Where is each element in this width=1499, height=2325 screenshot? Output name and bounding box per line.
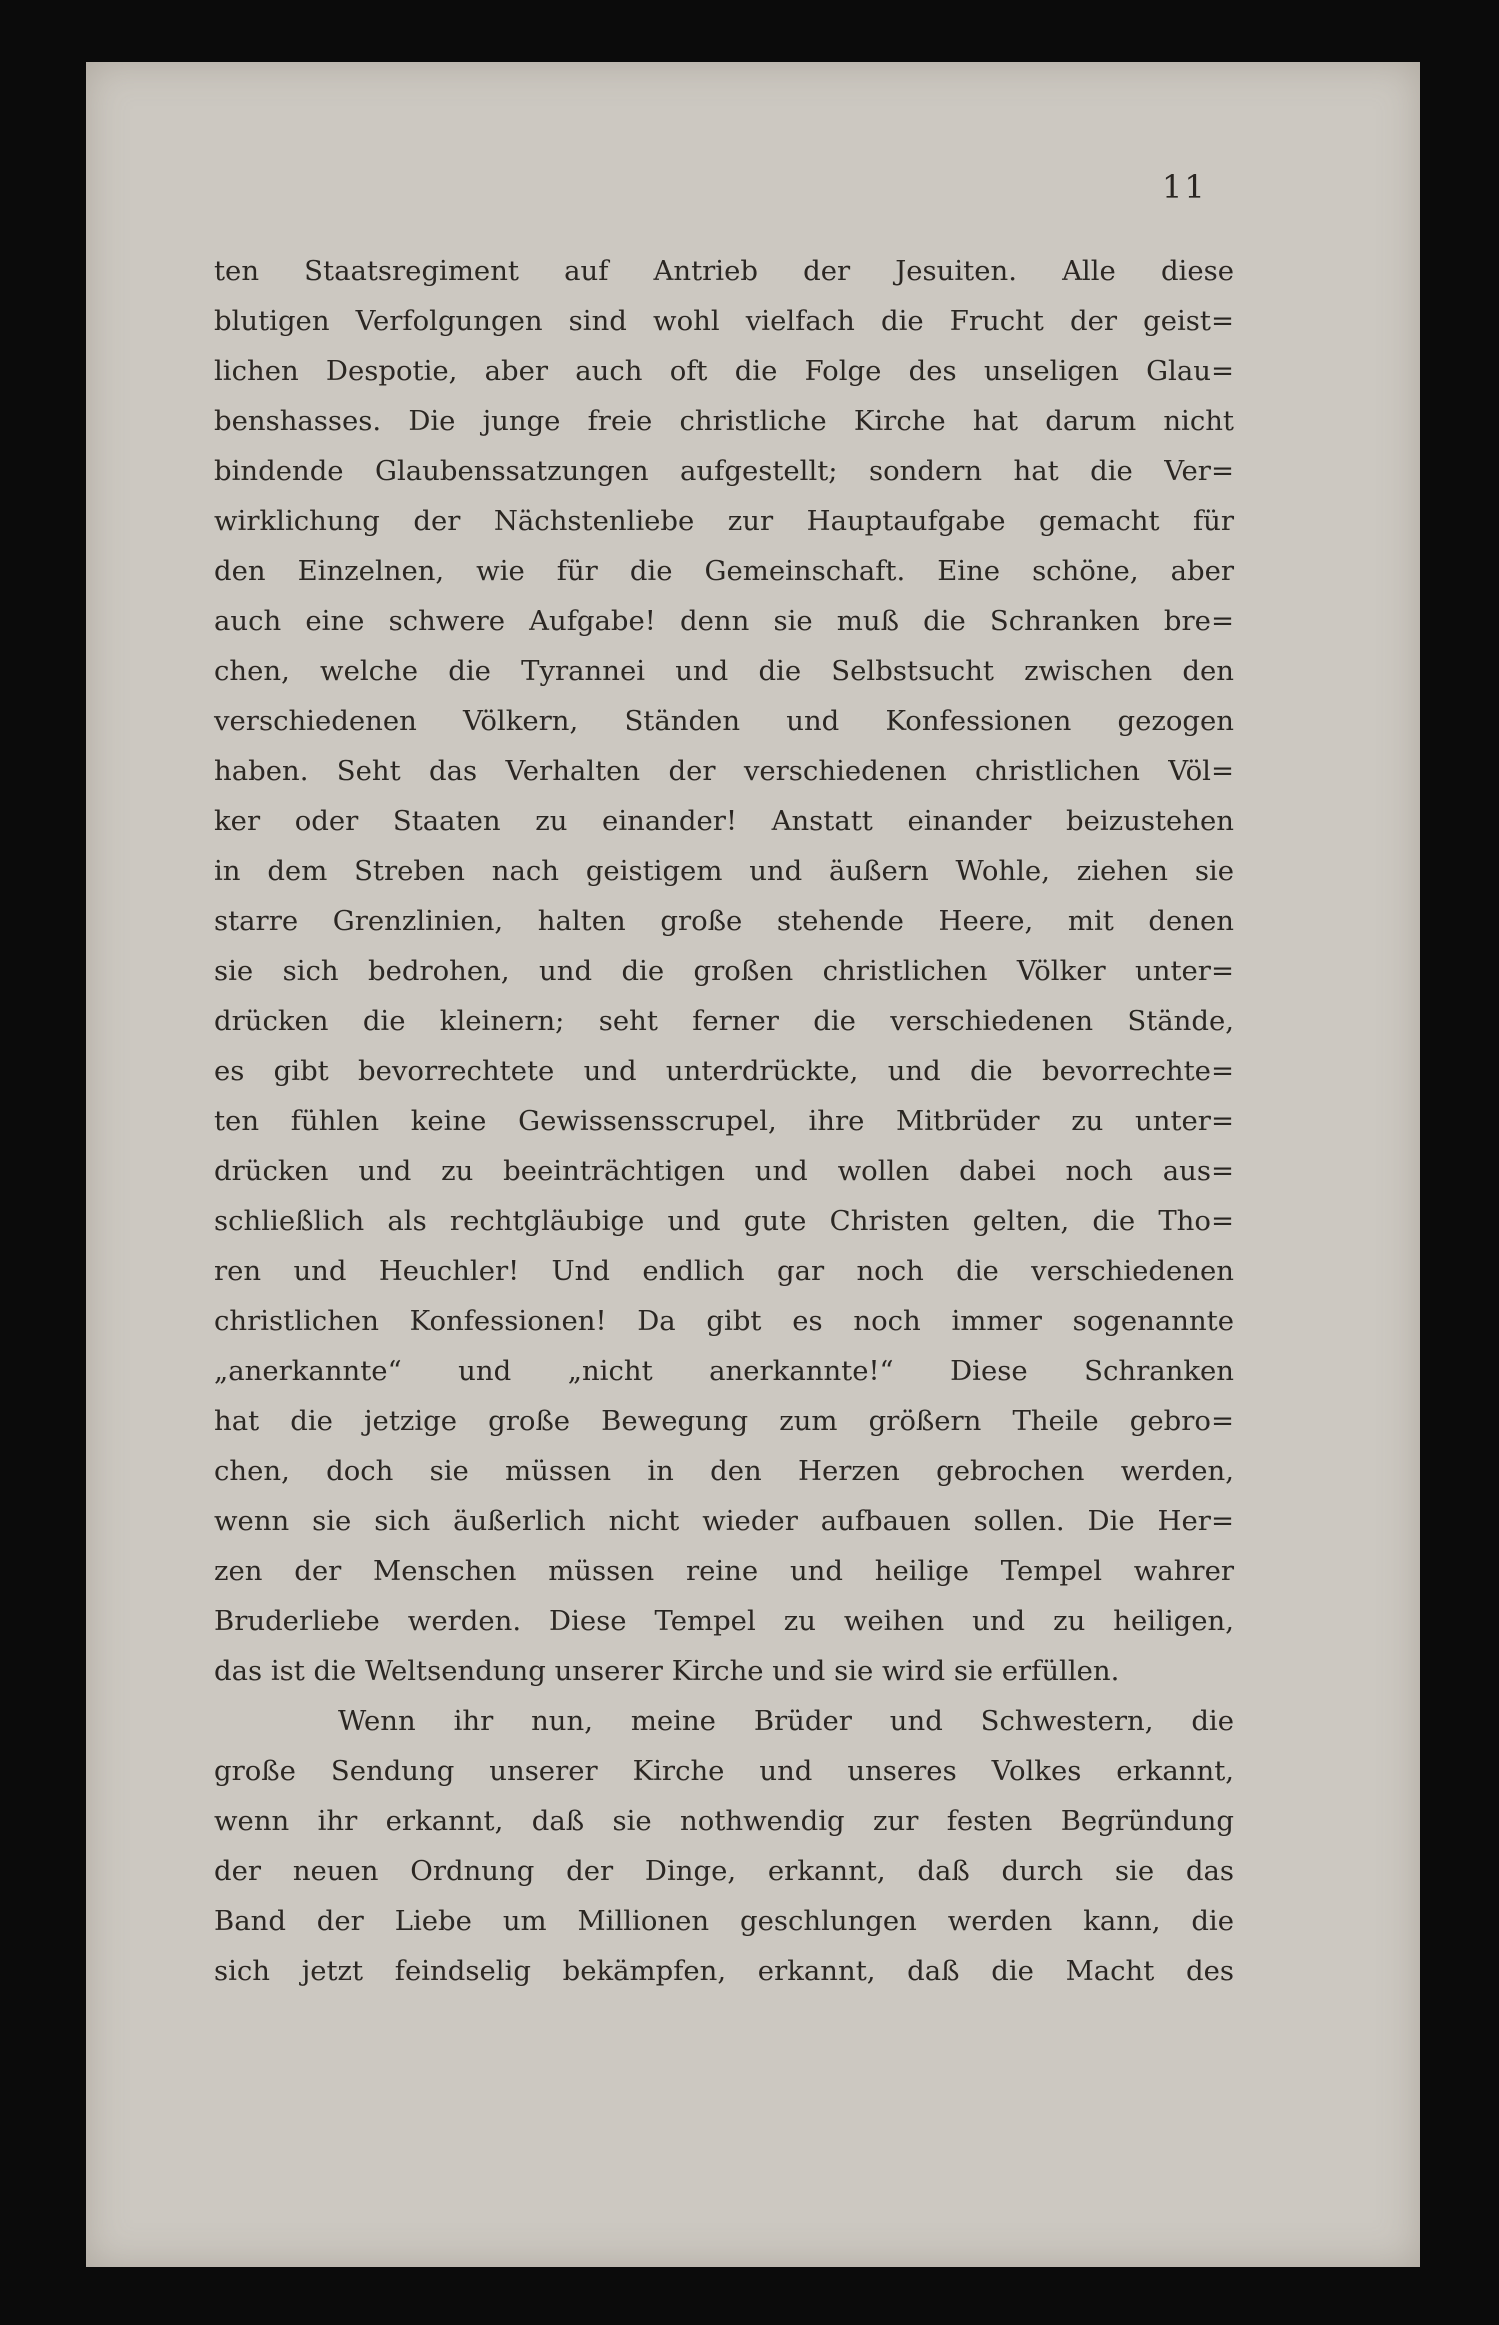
text-line: wenn sie sich äußerlich nicht wieder aufbauen sollen. Die Her=	[214, 1505, 1234, 1537]
text-line: in dem Streben nach geistigem und äußern Wohle, ziehen sie	[214, 855, 1234, 887]
text-line: schließlich als rechtgläubige und gute Christen gelten, die Tho=	[214, 1205, 1234, 1237]
text-line: chen, doch sie müssen in den Herzen gebrochen werden,	[214, 1455, 1234, 1487]
page-number: 11	[1162, 168, 1207, 206]
text-line: Band der Liebe um Millionen geschlungen werden kann, die	[214, 1905, 1234, 1937]
text-line: hat die jetzige große Bewegung zum größern Theile gebro=	[214, 1405, 1234, 1437]
text-line: der neuen Ordnung der Dinge, erkannt, daß durch sie das	[214, 1855, 1234, 1887]
text-line: bindende Glaubenssatzungen aufgestellt; sondern hat die Ver=	[214, 455, 1234, 487]
text-line: verschiedenen Völkern, Ständen und Konfessionen gezogen	[214, 705, 1234, 737]
text-line: große Sendung unserer Kirche und unseres Volkes erkannt,	[214, 1755, 1234, 1787]
body-text	[214, 246, 1234, 1996]
text-line: ker oder Staaten zu einander! Anstatt einander beizustehen	[214, 805, 1234, 837]
text-line: sich jetzt feindselig bekämpfen, erkannt, daß die Macht des	[214, 1955, 1234, 1987]
text-line: wenn ihr erkannt, daß sie nothwendig zur festen Begründung	[214, 1805, 1234, 1837]
text-line: wirklichung der Nächstenliebe zur Hauptaufgabe gemacht für	[214, 505, 1234, 537]
paragraph-1	[214, 246, 1234, 1696]
text-line: sie sich bedrohen, und die großen christlichen Völker unter=	[214, 955, 1234, 987]
text-line: das ist die Weltsendung unserer Kirche und sie wird sie erfüllen.	[214, 1655, 1120, 1687]
text-line: christlichen Konfessionen! Da gibt es noch immer sogenannte	[214, 1305, 1234, 1337]
text-line: ten fühlen keine Gewissensscrupel, ihre Mitbrüder zu unter=	[214, 1105, 1234, 1137]
paragraph-2	[214, 1696, 1234, 1996]
text-line: auch eine schwere Aufgabe! denn sie muß die Schranken bre=	[214, 605, 1234, 637]
text-line: Wenn ihr nun, meine Brüder und Schwestern, die	[338, 1705, 1234, 1737]
text-line: benshasses. Die junge freie christliche Kirche hat darum nicht	[214, 405, 1234, 437]
text-line: chen, welche die Tyrannei und die Selbstsucht zwischen den	[214, 655, 1234, 687]
text-line: zen der Menschen müssen reine und heilige Tempel wahrer	[214, 1555, 1234, 1587]
text-line: drücken die kleinern; seht ferner die verschiedenen Stände,	[214, 1005, 1234, 1037]
text-line: blutigen Verfolgungen sind wohl vielfach die Frucht der geist=	[214, 305, 1234, 337]
text-line: drücken und zu beeinträchtigen und wollen dabei noch aus=	[214, 1155, 1234, 1187]
text-line: den Einzelnen, wie für die Gemeinschaft. Eine schöne, aber	[214, 555, 1234, 587]
text-line: starre Grenzlinien, halten große stehende Heere, mit denen	[214, 905, 1234, 937]
text-line: ten Staatsregiment auf Antrieb der Jesuiten. Alle diese	[214, 255, 1234, 287]
text-line: haben. Seht das Verhalten der verschiedenen christlichen Völ=	[214, 755, 1234, 787]
text-line: „anerkannte“ und „nicht anerkannte!“ Diese Schranken	[214, 1355, 1234, 1387]
text-line: es gibt bevorrechtete und unterdrückte, und die bevorrechte=	[214, 1055, 1234, 1087]
text-line: Bruderliebe werden. Diese Tempel zu weihen und zu heiligen,	[214, 1605, 1234, 1637]
text-line: ren und Heuchler! Und endlich gar noch die verschiedenen	[214, 1255, 1234, 1287]
text-line: lichen Despotie, aber auch oft die Folge des unseligen Glau=	[214, 355, 1234, 387]
